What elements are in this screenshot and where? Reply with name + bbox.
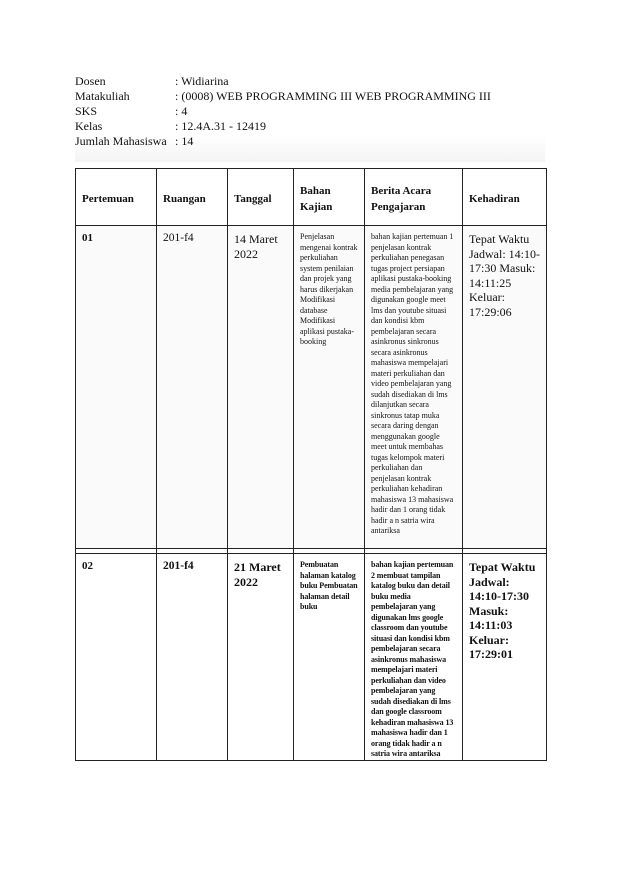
dosen-label: Dosen	[75, 74, 106, 88]
dosen-row	[75, 74, 545, 89]
kehadiran-cell	[463, 554, 547, 761]
ruangan-cell	[157, 226, 228, 549]
kehadiran-cell	[463, 226, 547, 549]
tanggal-value: 21 Maret 2022	[234, 560, 281, 589]
matakuliah-value: : (0008) WEB PROGRAMMING III WEB PROGRAMMING III	[175, 89, 491, 103]
pertemuan-cell	[76, 554, 157, 761]
kehadiran-value: Tepat Waktu Jadwal: 14:10-17:30 Masuk: 14:11:25 Keluar: 17:29:06	[469, 232, 540, 319]
kehadiran-value: Tepat Waktu Jadwal: 14:10-17:30 Masuk: 14:11:03 Keluar: 17:29:01	[469, 560, 536, 661]
col-ruangan: Ruangan	[157, 169, 228, 226]
col-berita-acara: Berita Acara Pengajaran	[365, 169, 463, 226]
bahan-kajian-value: Penjelasan mengenai kontrak perkuliahan system penilaian dan projek yang harus dikerjakan Modifikasi database Modifikasi aplikasi pustaka-booking	[300, 232, 358, 346]
sks-label: SKS	[75, 104, 98, 118]
jumlah-label: Jumlah Mahasiswa	[75, 134, 167, 148]
jumlah-row	[75, 134, 545, 149]
berita-acara-value: bahan kajian pertemuan 1 penjelasan kontrak perkuliahan penegasan tugas project persiapan aplikasi pustaka-booking media pembelajaran yang digunakan google meet lms dan youtube situasi dan kondisi kbm pembelajaran secara asinkronus sinkronus secara asinkronus mahasiswa mempelajari materi perkuliahan dan video pembelajaran yang sudah disediakan di lms dilanjutkan secara sinkronus tatap muka secara daring dengan menggunakan google meet untuk membahas tugas kelompok materi perkuliahan dan penjelasan kontrak perkuliahan kehadiran mahasiswa 13 mahasiswa hadir dan 1 orang tidak hadir a n satria wira antariksa	[371, 232, 454, 535]
course-info	[75, 74, 545, 162]
pertemuan-value: 01	[82, 232, 93, 244]
table-row	[76, 554, 547, 761]
jumlah-value: : 14	[175, 134, 194, 148]
ruangan-value: 201-f4	[163, 232, 194, 244]
dosen-value: : Widiarina	[175, 74, 229, 88]
kelas-value: : 12.4A.31 - 12419	[175, 119, 266, 133]
sks-value: : 4	[175, 104, 188, 118]
col-tanggal: Tanggal	[228, 169, 294, 226]
tanggal-cell	[228, 554, 294, 761]
tanggal-cell	[228, 226, 294, 549]
pertemuan-value: 02	[82, 560, 93, 572]
tanggal-value: 14 Maret 2022	[234, 232, 278, 261]
ruangan-value: 201-f4	[163, 560, 194, 572]
attendance-table	[75, 168, 547, 761]
ruangan-cell	[157, 554, 228, 761]
col-bahan-kajian: Bahan Kajian	[294, 169, 365, 226]
berita-acara-cell	[365, 554, 463, 761]
matakuliah-row	[75, 89, 545, 104]
col-kehadiran: Kehadiran	[463, 169, 547, 226]
bahan-kajian-value: Pembuatan halaman katalog buku Pembuatan halaman detail buku	[300, 560, 358, 611]
matakuliah-label: Matakuliah	[75, 89, 130, 103]
bahan-kajian-cell	[294, 226, 365, 549]
bahan-kajian-cell	[294, 554, 365, 761]
col-pertemuan: Pertemuan	[76, 169, 157, 226]
sks-row	[75, 104, 545, 119]
berita-acara-value: bahan kajian pertemuan 2 membuat tampilan katalog buku dan detail buku media pembelajaran yang digunakan lms google classroom dan youtube situasi dan kondisi kbm pembelajaran secara asinkronus mahasiswa mempelajari materi perkuliahan dan video pembelajaran yang sudah disediakan di lms dan google classroom kehadiran mahasiswa 13 mahasiswa hadir dan 1 orang tidak hadir a n satria wira antariksa	[371, 560, 454, 758]
table-header-row	[76, 169, 547, 226]
table-row	[76, 226, 547, 549]
berita-acara-cell	[365, 226, 463, 549]
kelas-label: Kelas	[75, 119, 103, 133]
kelas-row	[75, 119, 545, 134]
pertemuan-cell	[76, 226, 157, 549]
